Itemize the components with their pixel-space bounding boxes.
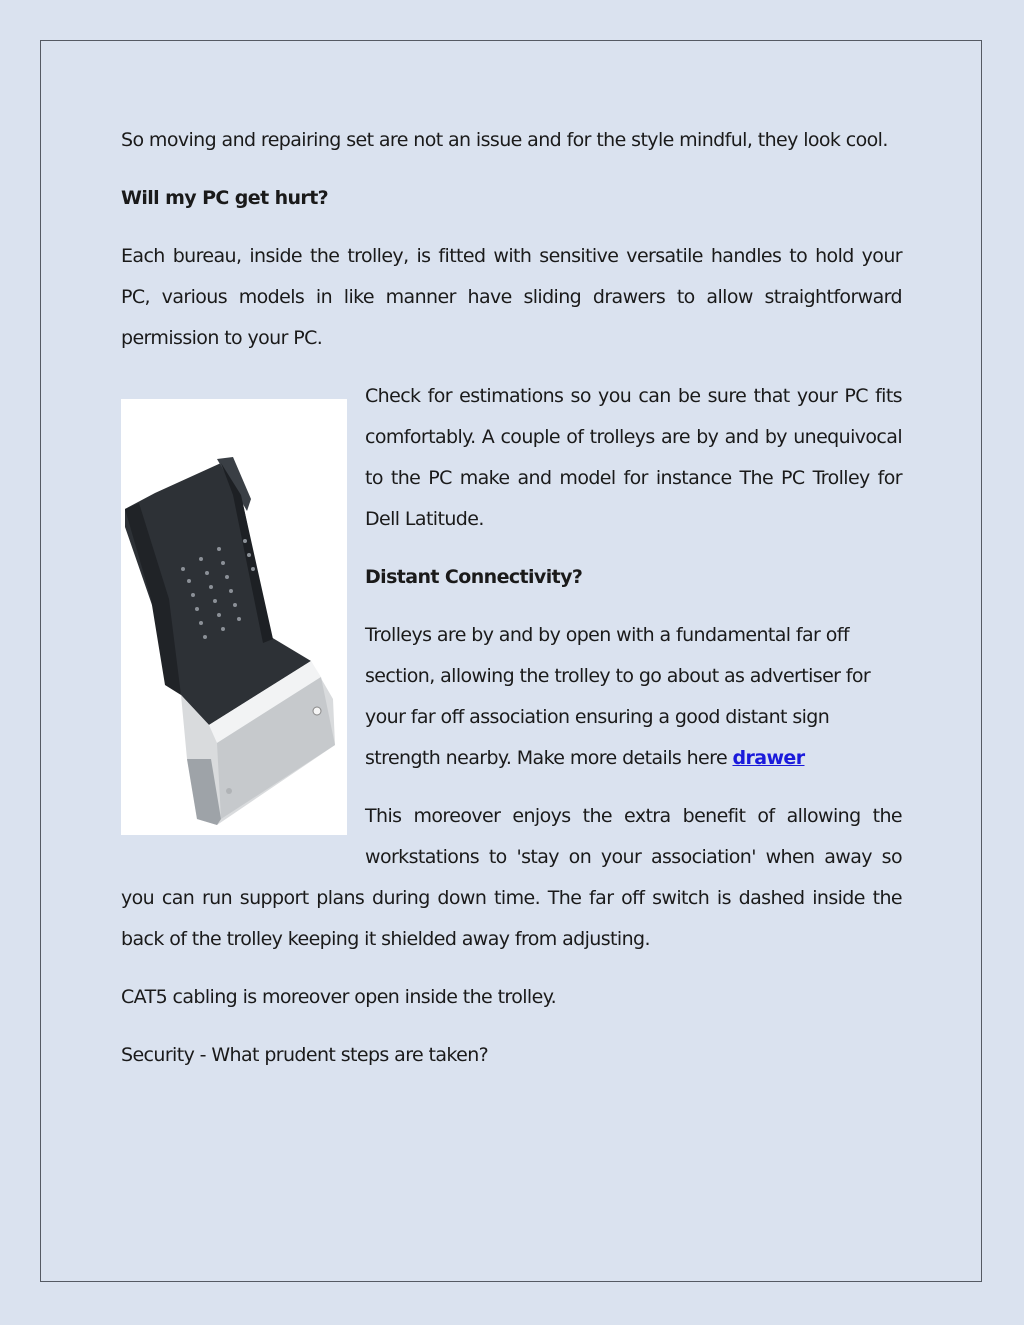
paragraph-intro: So moving and repairing set are not an issue and for the style mindful, they look cool. bbox=[121, 129, 888, 151]
document-body bbox=[121, 120, 902, 1093]
paragraph-cat5: CAT5 cabling is moreover open inside the trolley. bbox=[121, 986, 557, 1008]
paragraph-extra-benefit: This moreover enjoys the extra benefit of allowing the workstations to 'stay on your association' when away so you can run support plans during down time. The far off switch is dashed inside the back of the trolley keeping it shielded away from adjusting. bbox=[121, 805, 902, 950]
laptop-trolley-drawer-icon bbox=[121, 399, 347, 835]
paragraph-estimations: Check for estimations so you can be sure that your PC fits comfortably. A couple of trolleys are by and by unequivocal to the PC make and model for instance The PC Trolley for Dell Latitude. bbox=[365, 385, 902, 530]
heading-distant-connectivity: Distant Connectivity? bbox=[365, 566, 583, 588]
heading-pc-hurt: Will my PC get hurt? bbox=[121, 187, 329, 209]
paragraph-bureau: Each bureau, inside the trolley, is fitted with sensitive versatile handles to hold your PC, various models in like manner have sliding drawers to allow straightforward permission to your PC. bbox=[121, 245, 902, 349]
drawer-link[interactable]: drawer bbox=[732, 747, 805, 769]
paragraph-security: Security - What prudent steps are taken? bbox=[121, 1044, 489, 1066]
trolley-drawer-image bbox=[121, 399, 347, 835]
paragraph-trolleys-text: Trolleys are by and by open with a fundamental far off section, allowing the trolley to go about as advertiser for your far off association ensuring a good distant sign strength nearby. Make more details here bbox=[365, 624, 871, 769]
